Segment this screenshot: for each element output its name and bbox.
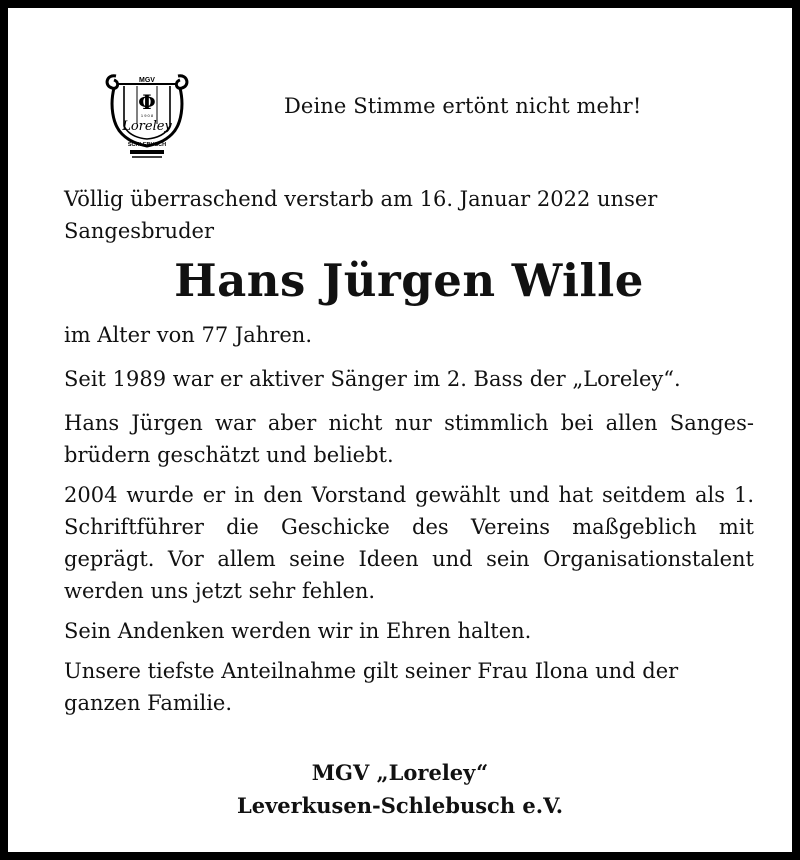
deceased-name: Hans Jürgen Wille [174,254,644,307]
logo-bottom-text: SCHLEBUSCH [127,142,167,148]
logo-symbol: Φ [138,90,156,114]
logo-script-text: Loreley [122,119,172,134]
intro-text: Völlig überraschend verstarb am 16. Januar 2022 unser Sangesbruder [64,187,658,243]
lyre-logo [102,64,192,160]
paragraph-esteem: Hans Jürgen war aber nicht nur stimmlich bei allen Sanges-brüdern geschätzt und beliebt. [64,411,754,467]
obituary-body [64,183,754,719]
paragraph-singer: Seit 1989 war er aktiver Sänger im 2. Bass der „Loreley“. [64,367,681,391]
lyre-icon [102,64,192,160]
logo-date-text: 1 9 0 8 [140,113,154,118]
signature-club: MGV „Loreley“ [311,760,489,785]
signature-block [8,756,792,822]
logo-top-text: MGV [139,77,155,84]
paragraph-memory: Sein Andenken werden wir in Ehren halten. [64,619,532,643]
paragraph-condolence: Unsere tiefste Anteilnahme gilt seiner Frau Ilona und der ganzen Familie. [64,659,679,715]
motto: Deine Stimme ertönt nicht mehr! [284,94,642,118]
signature-location: Leverkusen-Schlebusch e.V. [236,793,564,818]
paragraph-board: 2004 wurde er in den Vorstand gewählt und hat seitdem als 1. Schriftführer die Geschicke des Vereins maßgeblich mit geprägt. Vor allem seine Ideen und sein Organisationstalent werden uns jetzt sehr fehlen. [64,483,754,603]
paragraph-age: im Alter von 77 Jahren. [64,323,313,347]
